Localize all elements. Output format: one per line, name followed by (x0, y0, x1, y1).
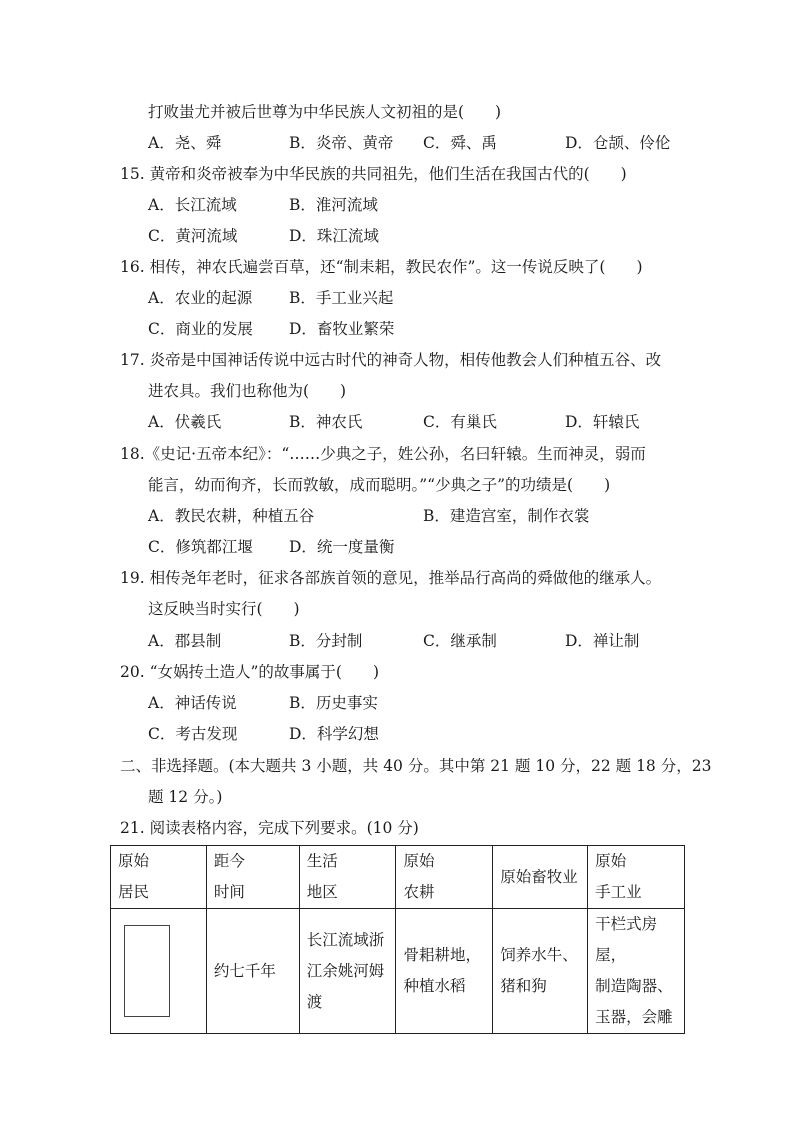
cell-husbandry: 饲养水牛、 猪和狗 (493, 909, 588, 1034)
q19-stem-line2: 这反映当时实行( ) (148, 600, 300, 618)
q18-stem-line1: 18.《史记·五帝本纪》：“……少典之子，姓公孙，名曰轩辕。生而神灵，弱而 (120, 445, 646, 463)
q21-table (110, 845, 685, 1034)
q20-stem: 20. “女娲抟土造人”的故事属于( ) (120, 663, 380, 681)
q21-stem: 21. 阅读表格内容，完成下列要求。(10 分) (120, 819, 419, 837)
q15-option-c: C．黄河流域 (148, 227, 238, 245)
cell-craft: 干栏式房屋， 制造陶器、 玉器，会雕 (588, 909, 685, 1034)
q17-stem-line2: 进农具。我们也称他为( ) (148, 382, 347, 400)
q16-option-c: C．商业的发展 (148, 320, 253, 338)
q15-option-a: A．长江流域 (148, 196, 237, 214)
q14-option-b: B．炎帝、黄帝 (289, 134, 394, 152)
q18-option-c: C．修筑都江堰 (148, 538, 253, 556)
q19-option-d: D．禅让制 (565, 632, 640, 650)
header-cell-husbandry: 原始畜牧业 (493, 846, 588, 909)
q19-option-a: A．郡县制 (148, 632, 222, 650)
table-header-row (111, 846, 685, 909)
q18-option-d: D．统一度量衡 (289, 538, 395, 556)
q18-option-a: A．教民农耕，种植五谷 (148, 507, 315, 525)
q19-stem-line1: 19. 相传尧年老时，征求各部族首领的意见，推举品行高尚的舜做他的继承人。 (120, 569, 662, 587)
q16-option-b: B．手工业兴起 (289, 289, 394, 307)
section-2-heading-line2: 题 12 分。) (148, 788, 223, 806)
q17-option-d: D．轩辕氏 (565, 413, 640, 431)
q20-option-b: B．历史事实 (289, 694, 378, 712)
q20-option-d: D．科学幻想 (289, 725, 379, 743)
q14-option-d: D．仓颉、伶伦 (565, 134, 671, 152)
q19-option-b: B．分封制 (289, 632, 363, 650)
q20-option-a: A．神话传说 (148, 694, 237, 712)
q20-option-c: C．考古发现 (148, 725, 238, 743)
q16-option-a: A．农业的起源 (148, 289, 253, 307)
q17-option-b: B．神农氏 (289, 413, 363, 431)
section-2-heading-line1: 二、非选择题。(本大题共 3 小题，共 40 分。其中第 21 题 10 分，22 题 18 分，23 (120, 757, 712, 775)
answer-blank-cell (111, 909, 207, 1034)
q14-option-c: C．舜、禹 (423, 134, 497, 152)
header-cell-time: 距今 时间 (206, 846, 299, 909)
q17-stem-line1: 17. 炎帝是中国神话传说中远古时代的神奇人物，相传他教会人们种植五谷、改 (120, 351, 662, 369)
cell-region: 长江流域浙 江余姚河姆 渡 (299, 909, 396, 1034)
q15-option-b: B．淮河流域 (289, 196, 378, 214)
cell-time: 约七千年 (206, 909, 299, 1034)
q14-stem: 打败蚩尤并被后世尊为中华民族人文初祖的是( ) (148, 103, 502, 121)
answer-blank-box[interactable] (124, 925, 170, 1017)
cell-farming: 骨耜耕地， 种植水稻 (396, 909, 493, 1034)
q16-stem: 16. 相传，神农氏遍尝百草，还“制耒耜，教民农作”。这一传说反映了( ) (120, 258, 643, 276)
q17-option-c: C．有巢氏 (423, 413, 497, 431)
header-cell-farming: 原始 农耕 (396, 846, 493, 909)
q19-option-c: C．继承制 (423, 632, 497, 650)
table-row (111, 909, 685, 1034)
q15-option-d: D．珠江流域 (289, 227, 379, 245)
q18-stem-line2: 能言，幼而徇齐，长而敦敏，成而聪明。”“少典之子”的功绩是( ) (148, 476, 611, 494)
header-cell-craft: 原始 手工业 (588, 846, 685, 909)
q15-stem: 15. 黄帝和炎帝被奉为中华民族的共同祖先，他们生活在我国古代的( ) (120, 165, 627, 183)
q14-option-a: A．尧、舜 (148, 134, 222, 152)
q16-option-d: D．畜牧业繁荣 (289, 320, 395, 338)
q18-option-b: B．建造宫室，制作衣裳 (423, 507, 590, 525)
header-cell-region: 生活 地区 (299, 846, 396, 909)
header-cell-residents: 原始 居民 (111, 846, 207, 909)
q17-option-a: A．伏羲氏 (148, 413, 222, 431)
